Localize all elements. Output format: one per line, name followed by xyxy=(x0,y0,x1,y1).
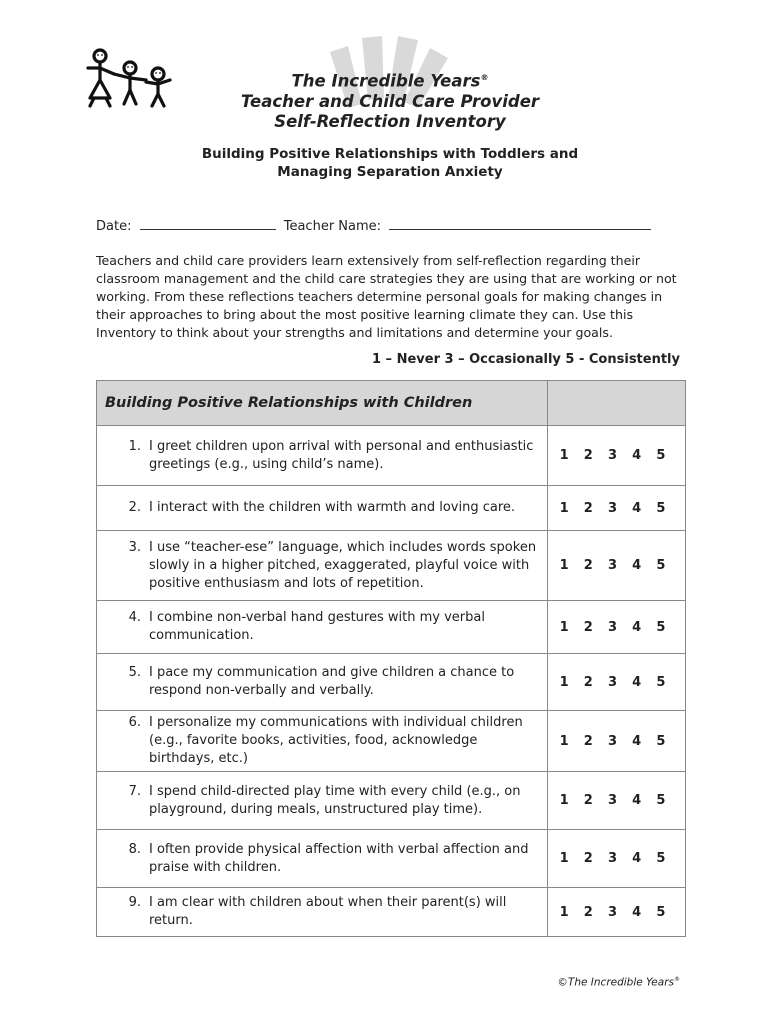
item-rating-cell xyxy=(548,486,686,531)
rating-option-5[interactable]: 5 xyxy=(656,851,666,866)
rating-option-3[interactable]: 3 xyxy=(607,851,617,866)
item-text-cell xyxy=(97,772,548,830)
item-statement: I spend child-directed play time with every child (e.g., on playground, during meals, unstructured play time). xyxy=(149,783,521,817)
item-number: 8. xyxy=(128,841,141,857)
rating-option-2[interactable]: 2 xyxy=(583,733,593,749)
rating-option-5[interactable]: 5 xyxy=(656,733,666,749)
item-rating-cell xyxy=(548,601,686,654)
rating-option-4[interactable]: 4 xyxy=(632,733,642,749)
rating-option-2[interactable]: 2 xyxy=(583,500,593,516)
rating-option-1[interactable]: 1 xyxy=(559,448,569,463)
teacher-name-field[interactable] xyxy=(389,217,651,230)
rating-option-2[interactable]: 2 xyxy=(583,558,593,573)
title-line-1: The Incredible Years xyxy=(291,71,481,91)
rating-option-1[interactable]: 1 xyxy=(559,500,569,516)
rating-option-3[interactable]: 3 xyxy=(607,674,617,690)
intro-paragraph: Teachers and child care providers learn extensively from self-reflection regarding their classroom management and the child care strategies they are using that are working or not working. From these reflections teachers determine personal goals for making changes in their approaches to bring about the most positive learning climate they can. Use this Inventory to think about your strengths and limitations and determine your goals. xyxy=(96,253,677,340)
inventory-item-row xyxy=(97,830,686,888)
section-title: Building Positive Relationships with Children xyxy=(97,381,548,426)
rating-option-2[interactable]: 2 xyxy=(583,448,593,463)
item-text-cell xyxy=(97,830,548,888)
rating-option-1[interactable]: 1 xyxy=(559,733,569,749)
inventory-item-row xyxy=(97,486,686,531)
section-header-rating-cell xyxy=(548,381,686,426)
item-rating-cell xyxy=(548,830,686,888)
item-rating-cell xyxy=(548,426,686,486)
rating-option-2[interactable]: 2 xyxy=(583,904,593,920)
rating-option-4[interactable]: 4 xyxy=(632,448,642,463)
item-text-cell xyxy=(97,486,548,531)
teacher-name-label: Teacher Name: xyxy=(283,219,382,234)
rating-option-4[interactable]: 4 xyxy=(632,793,642,808)
date-field[interactable] xyxy=(140,217,276,230)
rating-option-5[interactable]: 5 xyxy=(656,793,666,808)
rating-option-4[interactable]: 4 xyxy=(632,500,642,516)
rating-option-5[interactable]: 5 xyxy=(656,904,666,920)
footer-registered-mark: ® xyxy=(674,976,680,983)
rating-option-2[interactable]: 2 xyxy=(583,851,593,866)
rating-option-1[interactable]: 1 xyxy=(559,793,569,808)
section-header-row xyxy=(97,381,686,426)
rating-option-4[interactable]: 4 xyxy=(632,674,642,690)
rating-option-3[interactable]: 3 xyxy=(607,619,617,635)
rating-option-1[interactable]: 1 xyxy=(559,619,569,635)
item-rating-cell xyxy=(548,888,686,937)
registered-mark: ® xyxy=(480,73,489,82)
item-rating-cell xyxy=(548,654,686,711)
inventory-item-row xyxy=(97,711,686,772)
inventory-item-row xyxy=(97,888,686,937)
item-statement: I personalize my communications with individual children (e.g., favorite books, activities, food, acknowledge birthdays, etc.) xyxy=(149,715,523,766)
rating-scale-legend: 1 – Never 3 – Occasionally 5 - Consistently xyxy=(371,352,680,367)
rating-option-4[interactable]: 4 xyxy=(632,558,642,573)
inventory-title xyxy=(200,68,580,132)
item-statement: I often provide physical affection with verbal affection and praise with children. xyxy=(149,841,529,875)
page-subtitle xyxy=(150,145,630,181)
rating-option-4[interactable]: 4 xyxy=(632,904,642,920)
rating-option-3[interactable]: 3 xyxy=(607,448,617,463)
item-text-cell xyxy=(97,601,548,654)
item-number: 1. xyxy=(128,438,141,454)
rating-option-3[interactable]: 3 xyxy=(607,733,617,749)
rating-option-5[interactable]: 5 xyxy=(656,619,666,635)
item-number: 7. xyxy=(128,783,141,799)
item-number: 6. xyxy=(128,715,141,730)
rating-option-5[interactable]: 5 xyxy=(656,558,666,573)
stick-family-logo-icon xyxy=(84,44,176,110)
item-rating-cell xyxy=(548,711,686,772)
form-fields xyxy=(96,217,651,234)
rating-option-3[interactable]: 3 xyxy=(607,904,617,920)
inventory-table xyxy=(96,380,686,937)
rating-option-3[interactable]: 3 xyxy=(607,558,617,573)
item-statement: I use “teacher-ese” language, which includes words spoken slowly in a higher pitched, exaggerated, playful voice with positive enthusiasm and lots of repetition. xyxy=(149,539,537,591)
inventory-item-row xyxy=(97,426,686,486)
rating-option-1[interactable]: 1 xyxy=(559,851,569,866)
title-line-3: Self-Reflection Inventory xyxy=(274,111,506,131)
title-line-2: Teacher and Child Care Provider xyxy=(240,91,540,111)
item-statement: I am clear with children about when their parent(s) will return. xyxy=(149,895,507,928)
rating-option-1[interactable]: 1 xyxy=(559,558,569,573)
item-number: 4. xyxy=(128,610,141,625)
item-statement: I pace my communication and give children a chance to respond non-verbally and verbally. xyxy=(149,665,515,698)
rating-option-3[interactable]: 3 xyxy=(607,793,617,808)
subtitle-line-1: Building Positive Relationships with Toddlers and xyxy=(201,146,579,162)
rating-option-4[interactable]: 4 xyxy=(632,851,642,866)
rating-option-2[interactable]: 2 xyxy=(583,619,593,635)
item-number: 5. xyxy=(128,665,141,680)
copyright-footer xyxy=(557,976,680,989)
inventory-item-row xyxy=(97,772,686,830)
item-number: 3. xyxy=(128,539,141,555)
item-rating-cell xyxy=(548,531,686,601)
item-text-cell xyxy=(97,426,548,486)
date-label: Date: xyxy=(96,219,132,234)
subtitle-line-2: Managing Separation Anxiety xyxy=(277,164,503,180)
item-rating-cell xyxy=(548,772,686,830)
rating-option-5[interactable]: 5 xyxy=(656,674,666,690)
rating-option-4[interactable]: 4 xyxy=(632,619,642,635)
inventory-item-row xyxy=(97,654,686,711)
item-text-cell xyxy=(97,888,548,937)
inventory-item-row xyxy=(97,531,686,601)
item-statement: I combine non-verbal hand gestures with my verbal communication. xyxy=(149,610,485,643)
rating-option-3[interactable]: 3 xyxy=(607,500,617,516)
rating-option-5[interactable]: 5 xyxy=(656,500,666,516)
item-statement: I interact with the children with warmth and loving care. xyxy=(149,500,516,515)
item-statement: I greet children upon arrival with personal and enthusiastic greetings (e.g., using child’s name). xyxy=(149,438,534,472)
item-text-cell xyxy=(97,531,548,601)
rating-option-2[interactable]: 2 xyxy=(583,793,593,808)
rating-option-1[interactable]: 1 xyxy=(559,674,569,690)
item-number: 2. xyxy=(128,500,141,515)
item-text-cell xyxy=(97,711,548,772)
rating-option-5[interactable]: 5 xyxy=(656,448,666,463)
footer-text: ©The Incredible Years xyxy=(557,976,674,989)
rating-option-2[interactable]: 2 xyxy=(583,674,593,690)
item-text-cell xyxy=(97,654,548,711)
rating-option-1[interactable]: 1 xyxy=(559,904,569,920)
inventory-item-row xyxy=(97,601,686,654)
item-number: 9. xyxy=(128,895,141,910)
